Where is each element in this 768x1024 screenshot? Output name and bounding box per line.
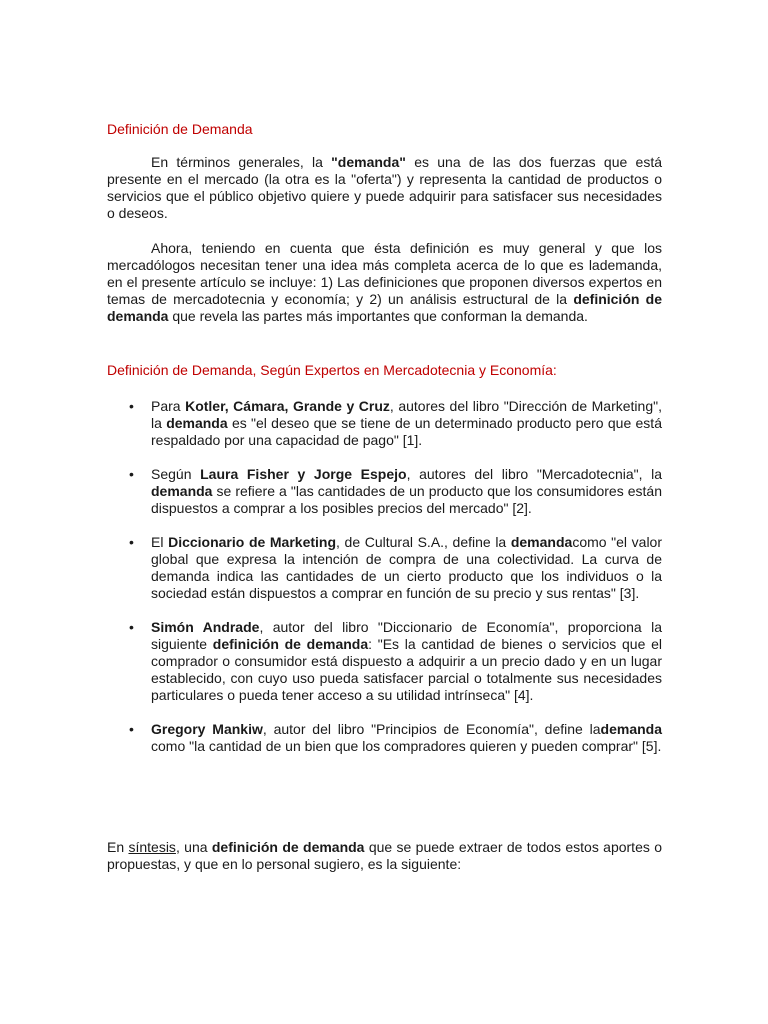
section-heading: Definición de Demanda	[107, 121, 253, 137]
list-item	[107, 466, 662, 517]
bold-term: demanda	[510, 534, 573, 550]
definitions-list	[107, 398, 662, 772]
text: En	[107, 839, 129, 855]
text: , de Cultural S.A., define la	[336, 534, 511, 550]
bullet-icon: •	[129, 534, 134, 550]
text: En términos generales, la	[151, 154, 332, 170]
text: Para	[151, 398, 186, 414]
context-paragraph	[107, 240, 662, 325]
author: Laura Fisher y Jorge Espejo	[200, 466, 407, 482]
synthesis-paragraph	[107, 839, 662, 873]
text: como "la cantidad de un bien que los compradores quieren y pueden comprar" [5].	[151, 738, 662, 754]
bullet-icon: •	[129, 721, 134, 737]
text: como "el valor global que expresa la intención de compra de una colectividad. La curva de demanda indica las cantidades de un cierto producto que los individuos o la sociedad están dispuestos a comprar en función de su precio y sus rentas" [3].	[151, 534, 662, 601]
text: que se puede extraer de todos estos aportes o propuestas, y que en lo personal sugiero, es la siguiente:	[107, 839, 662, 872]
author: Diccionario de Marketing	[168, 534, 337, 550]
list-item	[107, 619, 662, 704]
intro-paragraph	[107, 154, 662, 222]
text: El	[151, 534, 169, 550]
bold-term: "demanda"	[331, 154, 406, 170]
bold-term: definición de demanda	[211, 839, 365, 855]
author: Simón Andrade	[151, 619, 260, 635]
text: Según	[151, 466, 201, 482]
list-item	[107, 721, 662, 755]
text: se refiere a "las cantidades de un producto que los consumidores están dispuestos a comprar a los posibles precios del mercado" [2].	[151, 483, 662, 516]
bullet-icon: •	[129, 619, 134, 635]
text: , autor del libro "Principios de Economía", define la	[262, 721, 601, 737]
list-item	[107, 398, 662, 449]
sintesis-link[interactable]: síntesis	[128, 839, 176, 855]
bold-term: demanda	[166, 415, 228, 431]
text: es una de las dos fuerzas que está presente en el mercado (la otra es la "oferta") y representa la cantidad de productos o servicios que el público objetivo quiere y puede adquirir para satisfacer sus necesidades o deseos.	[107, 154, 662, 221]
text: , autores del libro "Mercadotecnia", la	[406, 466, 663, 482]
bold-term: definición de demanda	[212, 636, 369, 652]
author: Gregory Mankiw	[151, 721, 263, 737]
text: que revela las partes más importantes que conforman la demanda.	[168, 308, 588, 324]
text: Ahora, teniendo en cuenta que ésta definición es muy general y que los mercadólogos necesitan tener una idea más completa acerca de lo que es lademanda, en el presente artículo se incluye: 1) Las definiciones que proponen diversos expertos en temas de mercadotecnia y economía; y 2) un análisis estructural de la	[107, 240, 662, 307]
text: : "Es la cantidad de bienes o servicios que el comprador o consumidor está dispuesto a adquirir a un precio dado y en un lugar establecido, con cuyo uso pueda satisfacer parcial o totalmente sus necesidades particulares o pueda tener acceso a su utilidad intrínseca" [4].	[151, 636, 662, 703]
bullet-icon: •	[129, 398, 134, 414]
bold-term: definición de demanda	[107, 291, 663, 324]
text: es "el deseo que se tiene de un determinado producto pero que está respaldado por una capacidad de pago" [1].	[151, 415, 662, 448]
text: , autores del libro "Dirección de Marketing", la	[151, 398, 662, 431]
experts-heading: Definición de Demanda, Según Expertos en Mercadotecnia y Economía:	[107, 362, 557, 378]
author: Kotler, Cámara, Grande y Cruz	[185, 398, 390, 414]
text: , una	[175, 839, 212, 855]
bold-term: demanda	[151, 483, 213, 499]
bold-term: demanda	[600, 721, 662, 737]
text: , autor del libro "Diccionario de Economía", proporciona la siguiente	[151, 619, 662, 652]
list-item	[107, 534, 662, 602]
bullet-icon: •	[129, 466, 134, 482]
